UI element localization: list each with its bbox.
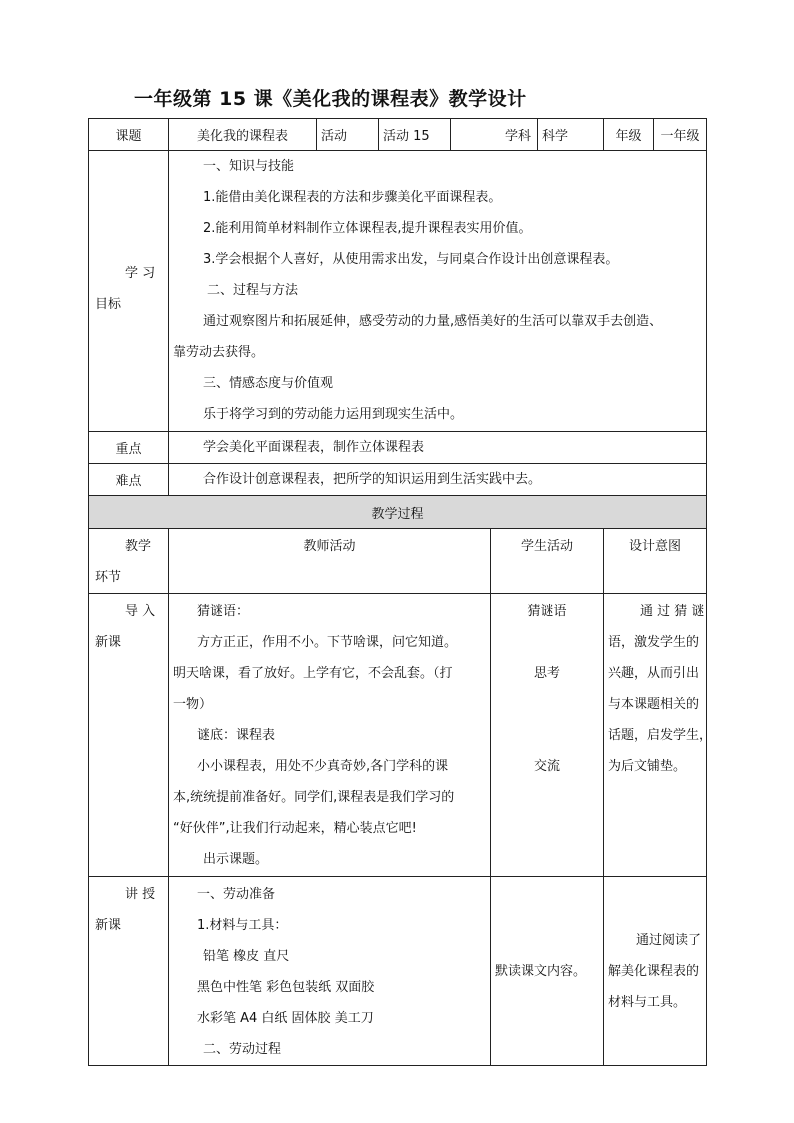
objective-heading-process: 二、过程与方法 <box>207 283 299 298</box>
objective-heading-attitude: 三、情感态度与价值观 <box>203 376 334 391</box>
intro-intent-line: 语，激发学生的 <box>608 635 700 650</box>
lecture-student <box>491 877 604 1066</box>
intro-teacher-line: 猜谜语： <box>197 604 250 619</box>
intro-student-line: 思考 <box>534 666 561 681</box>
intent-column-header <box>604 529 707 594</box>
key-point-label: 重点 <box>89 432 169 464</box>
lecture-intent-line: 解美化课程表的 <box>608 963 700 979</box>
difficulty-label: 难点 <box>89 464 169 496</box>
lecture-teacher-line: 水彩笔 A4 白纸 固体胶 美工刀 <box>197 1011 374 1026</box>
lecture-intent-line: 材料与工具。 <box>608 994 687 1010</box>
objectives-label <box>89 151 169 432</box>
intro-stage-line1: 导 入 <box>125 604 156 619</box>
header-row <box>89 119 707 151</box>
student-header-text: 学生活动 <box>521 539 574 554</box>
objectives-label-line2: 目标 <box>95 297 122 312</box>
objective-line: 3.学会根据个人喜好，从使用需求出发，与同桌合作设计出创意课程表。 <box>203 252 619 267</box>
column-header-row <box>89 529 707 594</box>
lecture-intent <box>604 877 707 1066</box>
objectives-label-line1: 学 习 <box>125 266 156 281</box>
intro-student-line: 交流 <box>534 759 561 774</box>
intro-teacher-line: 一物） <box>173 697 213 712</box>
process-header-row <box>89 496 707 529</box>
grade-label: 年级 <box>604 119 654 151</box>
intro-teacher-line: 明天啥课，看了放好。上学有它，不会乱套。（打 <box>173 666 453 681</box>
intro-stage <box>89 594 169 877</box>
lecture-row <box>89 877 707 1066</box>
activity-value: 活动 15 <box>379 119 451 151</box>
lecture-student-text: 默读课文内容。 <box>495 963 587 979</box>
key-point-text: 学会美化平面课程表，制作立体课程表 <box>203 440 425 455</box>
objective-heading-knowledge: 一、知识与技能 <box>203 159 295 174</box>
lecture-teacher <box>169 877 491 1066</box>
lecture-teacher-line: 二、劳动过程 <box>203 1042 282 1057</box>
objective-line: 1.能借由美化课程表的方法和步骤美化平面课程表。 <box>203 190 502 205</box>
intro-teacher-line: “好伙伴”,让我们行动起来，精心装点它吧! <box>173 821 417 836</box>
lecture-stage-line2: 新课 <box>95 918 122 933</box>
objective-line: 通过观察图片和拓展延伸，感受劳动的力量,感悟美好的生活可以靠双手去创造、 <box>203 314 663 329</box>
activity-label: 活动 <box>317 119 379 151</box>
intro-intent <box>604 594 713 877</box>
lecture-teacher-line: 一、劳动准备 <box>197 887 276 902</box>
intro-teacher-line: 小小课程表，用处不少真奇妙,各门学科的课 <box>197 759 449 774</box>
key-point-row <box>89 432 707 464</box>
intro-teacher-line: 方方正正，作用不小。下节啥课，问它知道。 <box>197 635 458 650</box>
subject-label: 学科 <box>451 119 538 151</box>
difficulty-text: 合作设计创意课程表，把所学的知识运用到生活实践中去。 <box>203 472 542 487</box>
difficulty-value <box>169 464 707 496</box>
subject-value: 科学 <box>538 119 604 151</box>
lecture-teacher-line: 铅笔 橡皮 直尺 <box>203 949 290 964</box>
teacher-column-header <box>169 529 491 594</box>
intro-teacher-line: 出示课题。 <box>203 852 269 867</box>
teacher-header-text: 教师活动 <box>303 539 356 554</box>
intro-student <box>491 594 604 877</box>
intro-intent-line: 兴趣，从而引出 <box>608 666 700 681</box>
objectives-row <box>89 151 707 432</box>
intro-teacher-line: 谜底：课程表 <box>197 728 276 743</box>
intro-student-line: 猜谜语 <box>527 604 567 619</box>
intro-intent-line: 通 过 猜 谜 <box>640 604 705 619</box>
process-header: 教学过程 <box>89 496 707 529</box>
lecture-stage <box>89 877 169 1066</box>
document-title: 一年级第 15 课《美化我的课程表》教学设计 <box>134 88 527 110</box>
intro-teacher-line: 本,统统提前准备好。同学们,课程表是我们学习的 <box>173 790 455 805</box>
intro-row <box>89 594 707 877</box>
intro-stage-line2: 新课 <box>95 635 122 650</box>
intro-intent-line: 与本课题相关的 <box>608 697 700 712</box>
lecture-stage-line1: 讲 授 <box>125 887 156 902</box>
intro-intent-line: 为后文铺垫。 <box>608 759 687 774</box>
intent-header-text: 设计意图 <box>629 539 682 554</box>
lesson-plan-table <box>88 118 713 1066</box>
key-point-value <box>169 432 707 464</box>
stage-header-line2: 环节 <box>95 570 122 585</box>
student-column-header <box>491 529 604 594</box>
stage-header-line1: 教学 <box>125 539 152 554</box>
lecture-intent-line: 通过阅读了 <box>636 932 702 948</box>
lecture-teacher-line: 1.材料与工具： <box>197 918 288 933</box>
difficulty-row <box>89 464 707 496</box>
stage-column-header <box>89 529 169 594</box>
objective-line: 2.能利用简单材料制作立体课程表,提升课程表实用价值。 <box>203 221 532 236</box>
intro-teacher <box>169 594 491 877</box>
lecture-teacher-line: 黑色中性笔 彩色包装纸 双面胶 <box>197 980 375 995</box>
objective-line: 乐于将学习到的劳动能力运用到现实生活中。 <box>203 407 464 422</box>
intro-intent-line: 话题，启发学生， <box>608 728 713 743</box>
topic-value: 美化我的课程表 <box>169 119 317 151</box>
grade-value: 一年级 <box>654 119 707 151</box>
objectives-content <box>169 151 707 432</box>
topic-label: 课题 <box>89 119 169 151</box>
objective-line: 靠劳动去获得。 <box>173 345 265 360</box>
